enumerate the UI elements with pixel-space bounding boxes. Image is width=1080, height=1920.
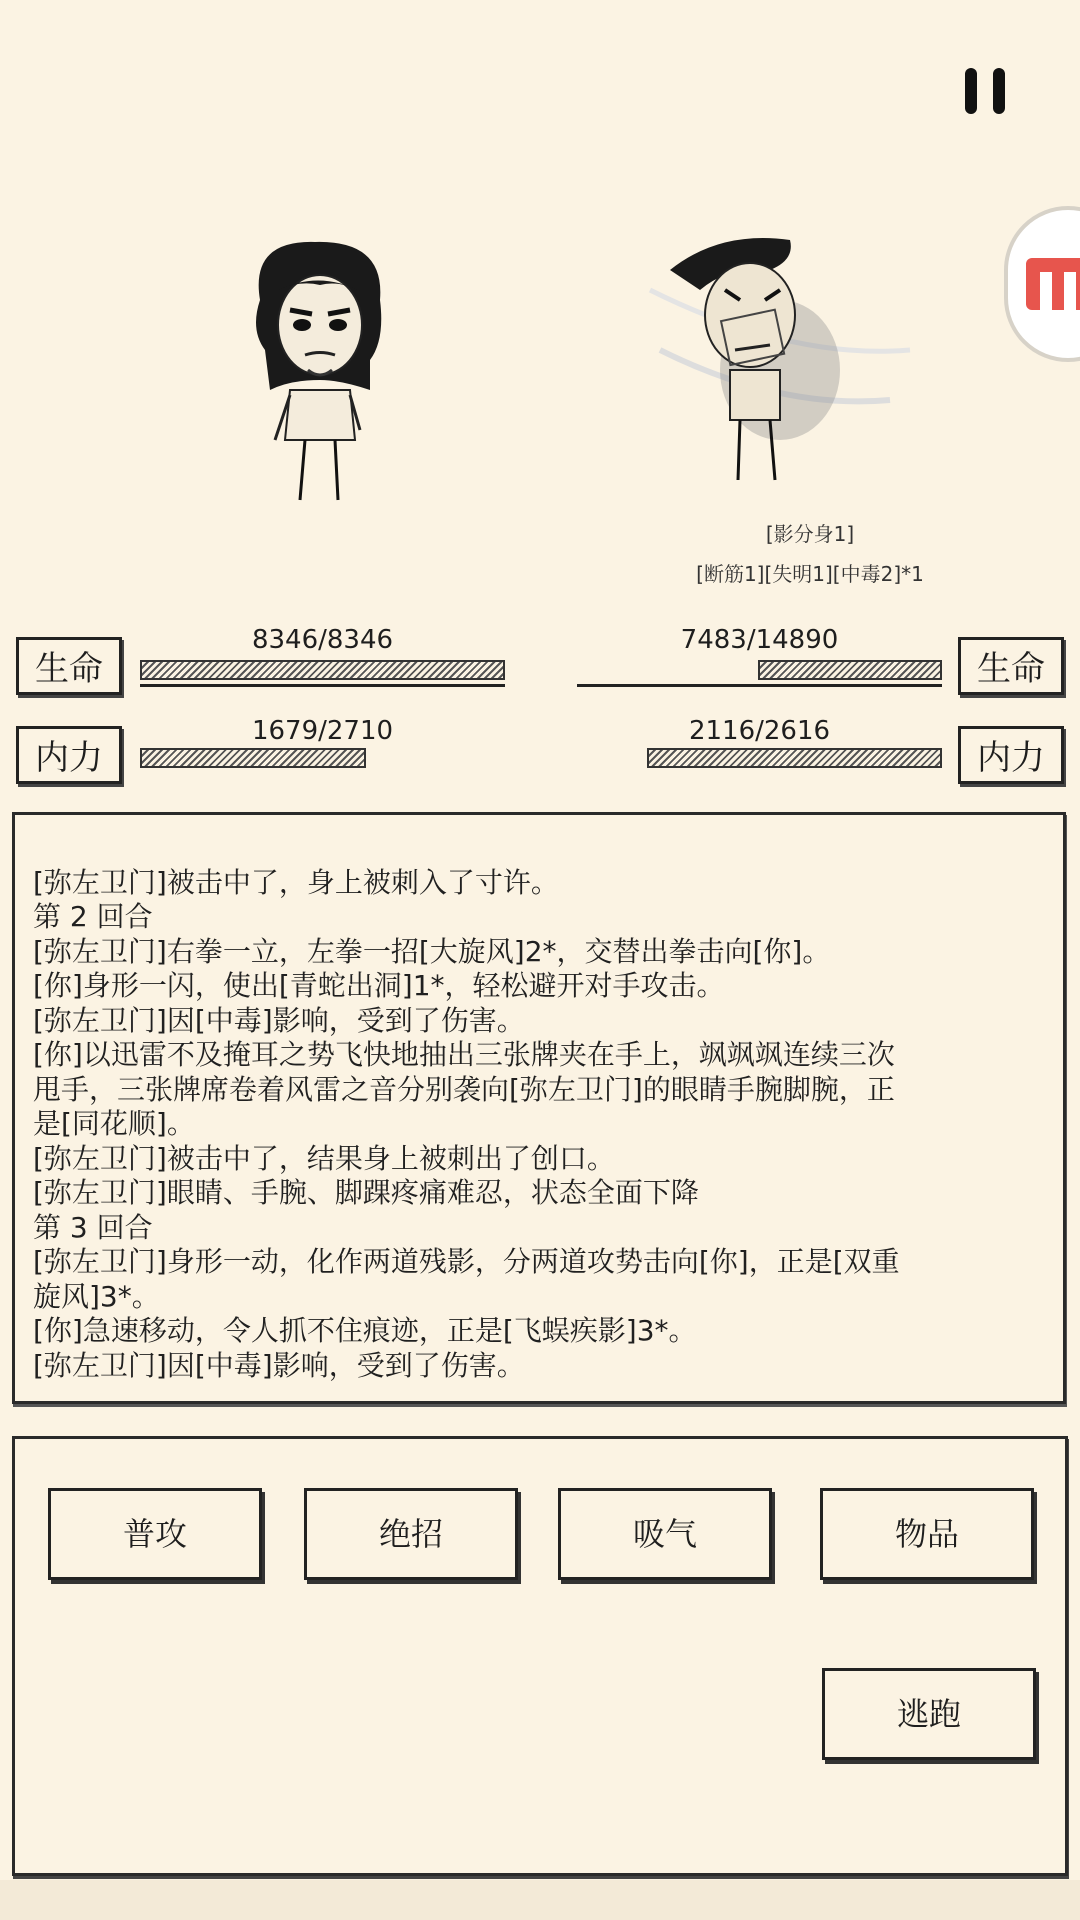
enemy-hp-label: 生命: [958, 637, 1064, 695]
log-line: 第 2 回合: [33, 900, 153, 933]
pause-icon-bar-right: [993, 68, 1005, 114]
items-button[interactable]: 物品: [820, 1488, 1034, 1580]
enemy-mp-label: 内力: [958, 726, 1064, 784]
player-character: [220, 230, 420, 510]
log-line: [弥左卫门]因[中毒]影响，受到了伤害。: [33, 1003, 525, 1037]
log-line: [弥左卫门]眼睛、手腕、脚踝疼痛难忍，状态全面下降: [33, 1176, 699, 1209]
log-line: 甩手，三张牌席卷着风雷之音分别袭向[弥左卫门]的眼睛手腕脚腕，正: [33, 1072, 895, 1106]
enemy-debuff-status: [断筋1][失明1][中毒2]*1: [696, 562, 924, 586]
log-line: 是[同花顺]。: [33, 1107, 195, 1140]
log-line: 第 3 回合: [33, 1210, 153, 1244]
player-mp-value: 1679/2710: [251, 716, 394, 746]
log-line: [你]以迅雷不及掩耳之势飞快地抽出三张牌夹在手上，飒飒飒连续三次: [33, 1038, 895, 1071]
log-line: 旋风]3*。: [33, 1279, 160, 1313]
enemy-hp-bar: [758, 660, 942, 680]
battle-log-lines: [33, 866, 1049, 1384]
pause-icon-bar-left: [965, 68, 977, 114]
log-line: [弥左卫门]被击中了，结果身上被刺出了创口。: [33, 1141, 615, 1175]
log-line: [弥左卫门]右拳一立，左拳一招[大旋风]2*，交替出拳击向[你]。: [33, 934, 831, 968]
floating-logo-badge[interactable]: [1004, 206, 1080, 362]
enemy-character: [640, 230, 920, 510]
log-line: [弥左卫门]被击中了，身上被刺入了寸许。: [33, 865, 559, 899]
ultimate-skill-button[interactable]: 绝招: [304, 1488, 518, 1580]
log-line: [弥左卫门]因[中毒]影响，受到了伤害。: [33, 1348, 525, 1382]
player-mp-label: 内力: [16, 726, 122, 784]
enemy-hp-value: 7483/14890: [680, 625, 839, 655]
player-hp-bar: [140, 660, 505, 680]
pause-button[interactable]: [965, 68, 1007, 114]
breathe-button[interactable]: 吸气: [558, 1488, 772, 1580]
player-hp-baseline: [140, 684, 505, 687]
enemy-buff-status: [影分身1]: [765, 522, 855, 546]
bottom-bar: [0, 1880, 1080, 1920]
player-hp-value: 8346/8346: [251, 625, 394, 655]
attack-button[interactable]: 普攻: [48, 1488, 262, 1580]
battle-log[interactable]: [12, 812, 1066, 1404]
flee-button[interactable]: 逃跑: [822, 1668, 1036, 1760]
log-line: [你]急速移动，令人抓不住痕迹，正是[飞蜈疾影]3*。: [33, 1314, 697, 1347]
m-logo-icon: [1026, 258, 1080, 310]
player-hp-label: 生命: [16, 637, 122, 695]
enemy-hp-baseline: [577, 684, 942, 687]
player-mp-bar: [140, 748, 366, 768]
log-line: [弥左卫门]身形一动，化作两道残影，分两道攻势击向[你]，正是[双重: [33, 1245, 900, 1278]
log-line: [你]身形一闪，使出[青蛇出洞]1*，轻松避开对手攻击。: [33, 969, 725, 1002]
enemy-mp-value: 2116/2616: [688, 716, 831, 746]
enemy-mp-bar: [647, 748, 942, 768]
